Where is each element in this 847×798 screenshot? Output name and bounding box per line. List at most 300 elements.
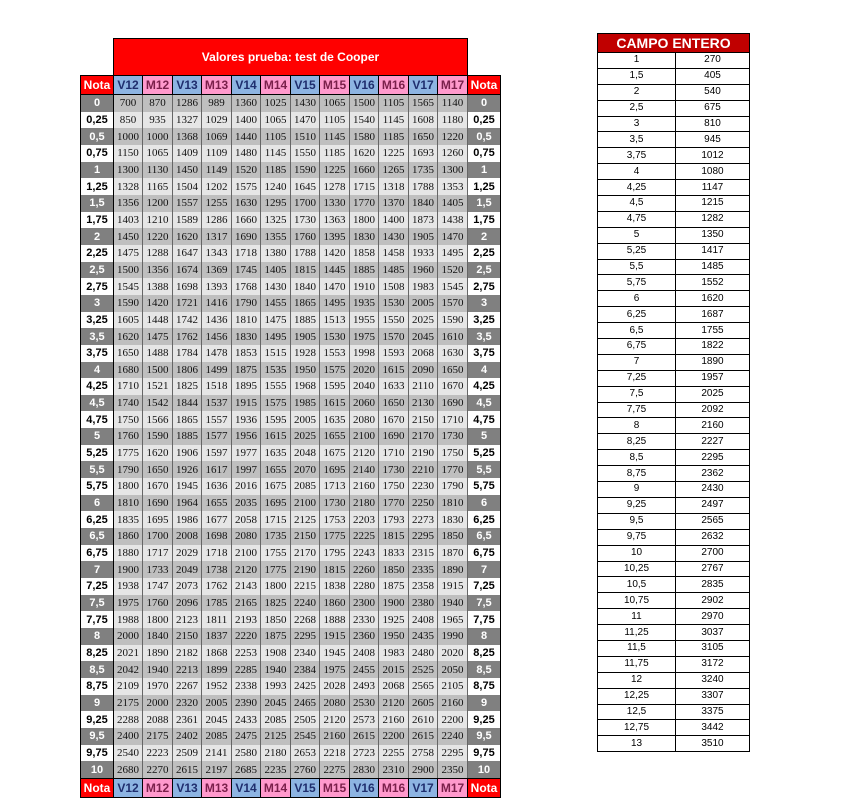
value-cell: 2005 [291, 411, 320, 428]
value-cell: 1690 [379, 428, 409, 445]
distance-cell: 2092 [676, 402, 750, 418]
value-cell: 1975 [320, 661, 350, 678]
distance-cell: 2430 [676, 482, 750, 498]
value-cell: 2070 [291, 461, 320, 478]
value-cell: 2130 [409, 395, 438, 412]
grade-cell: 9,5 [598, 513, 676, 529]
distance-cell: 3172 [676, 656, 750, 672]
value-cell: 2360 [350, 628, 379, 645]
value-cell: 1595 [320, 378, 350, 395]
value-cell: 1990 [438, 628, 468, 645]
grade-cell: 2,5 [81, 262, 114, 279]
value-cell: 1840 [409, 195, 438, 212]
value-cell: 2250 [409, 495, 438, 512]
value-cell: 2110 [409, 378, 438, 395]
grade-cell: 8,25 [598, 434, 676, 450]
value-cell: 1265 [379, 162, 409, 179]
table-row [598, 720, 750, 736]
value-cell: 1945 [320, 645, 350, 662]
value-cell: 1905 [291, 328, 320, 345]
grade-cell: 8 [81, 628, 114, 645]
value-cell: 1873 [409, 212, 438, 229]
value-cell: 2125 [261, 728, 291, 745]
value-cell: 2230 [409, 478, 438, 495]
value-cell: 1655 [261, 461, 291, 478]
value-cell: 1580 [350, 128, 379, 145]
value-cell: 2455 [350, 661, 379, 678]
table-row [598, 688, 750, 704]
grade-cell: 2,5 [468, 262, 501, 279]
value-cell: 1713 [320, 478, 350, 495]
distance-cell: 1890 [676, 354, 750, 370]
value-cell: 1513 [320, 312, 350, 329]
value-cell: 2225 [350, 528, 379, 545]
value-cell: 1416 [202, 295, 232, 312]
value-cell: 1185 [320, 145, 350, 162]
grade-cell: 7,75 [468, 611, 501, 628]
value-cell: 1915 [232, 395, 261, 412]
distance-cell: 2970 [676, 609, 750, 625]
value-cell: 2285 [232, 661, 261, 678]
value-cell: 1330 [320, 195, 350, 212]
column-header-m14: M14 [261, 778, 291, 797]
value-cell: 1575 [261, 395, 291, 412]
value-cell: 1620 [114, 328, 143, 345]
value-cell: 2330 [350, 611, 379, 628]
grade-cell: 3,25 [81, 312, 114, 329]
value-cell: 2243 [350, 545, 379, 562]
grade-cell: 2,25 [468, 245, 501, 262]
grade-cell: 4 [598, 164, 676, 180]
table-row [81, 761, 501, 778]
table-row [81, 711, 501, 728]
value-cell: 1810 [438, 495, 468, 512]
value-cell: 1647 [173, 245, 202, 262]
value-cell: 1286 [202, 212, 232, 229]
table-row [598, 100, 750, 116]
value-cell: 1906 [173, 445, 202, 462]
value-cell: 1545 [438, 278, 468, 295]
value-cell: 2073 [173, 578, 202, 595]
grade-cell: 1,5 [598, 68, 676, 84]
value-cell: 1318 [379, 178, 409, 195]
table-row [81, 695, 501, 712]
value-cell: 1670 [379, 411, 409, 428]
value-cell: 1025 [261, 95, 291, 112]
value-cell: 1540 [350, 112, 379, 129]
value-cell: 1768 [232, 278, 261, 295]
table-row [81, 445, 501, 462]
value-cell: 1180 [438, 112, 468, 129]
grade-cell: 8,75 [468, 678, 501, 695]
value-cell: 1202 [202, 178, 232, 195]
value-cell: 1495 [320, 295, 350, 312]
grade-cell: 6,25 [81, 511, 114, 528]
distance-cell: 1485 [676, 259, 750, 275]
grade-cell: 3 [598, 116, 676, 132]
value-cell: 2480 [409, 645, 438, 662]
value-cell: 2240 [438, 728, 468, 745]
table-row [598, 370, 750, 386]
value-cell: 1403 [114, 212, 143, 229]
distance-cell: 1552 [676, 275, 750, 291]
value-cell: 1369 [202, 262, 232, 279]
value-cell: 1605 [114, 312, 143, 329]
cooper-table-title: Valores prueba: test de Cooper [114, 39, 468, 76]
value-cell: 1440 [232, 128, 261, 145]
value-cell: 1488 [143, 345, 173, 362]
column-header-m13: M13 [202, 778, 232, 797]
grade-cell: 4,25 [598, 180, 676, 196]
value-cell: 1730 [438, 428, 468, 445]
distance-cell: 2295 [676, 450, 750, 466]
grade-cell: 1,5 [468, 195, 501, 212]
value-cell: 1553 [320, 345, 350, 362]
value-cell: 1065 [143, 145, 173, 162]
value-cell: 1865 [173, 411, 202, 428]
campo-entero-title: CAMPO ENTERO [598, 34, 750, 53]
grade-cell: 0,75 [81, 145, 114, 162]
value-cell: 1815 [320, 561, 350, 578]
grade-cell: 1,25 [81, 178, 114, 195]
value-cell: 1500 [114, 262, 143, 279]
value-cell: 2193 [232, 611, 261, 628]
value-cell: 1690 [143, 495, 173, 512]
value-cell: 2150 [291, 528, 320, 545]
table-row [598, 561, 750, 577]
value-cell: 1915 [320, 628, 350, 645]
grade-cell: 1,5 [81, 195, 114, 212]
value-cell: 1445 [320, 262, 350, 279]
value-cell: 2218 [320, 745, 350, 762]
value-cell: 1860 [114, 528, 143, 545]
value-cell: 1733 [143, 561, 173, 578]
value-cell: 1680 [114, 362, 143, 379]
grade-cell: 9 [81, 695, 114, 712]
column-header-v15: V15 [291, 778, 320, 797]
value-cell: 1393 [202, 278, 232, 295]
value-cell: 1510 [291, 128, 320, 145]
value-cell: 1220 [143, 228, 173, 245]
grade-cell: 8,5 [598, 450, 676, 466]
value-cell: 1698 [202, 528, 232, 545]
distance-cell: 3240 [676, 672, 750, 688]
value-cell: 1430 [291, 95, 320, 112]
value-cell: 2068 [379, 678, 409, 695]
value-cell: 1690 [438, 395, 468, 412]
value-cell: 2197 [202, 761, 232, 778]
grade-cell: 12,25 [598, 688, 676, 704]
table-row [81, 395, 501, 412]
value-cell: 2020 [350, 362, 379, 379]
value-cell: 2545 [291, 728, 320, 745]
value-cell: 2565 [409, 678, 438, 695]
grade-cell: 5,5 [468, 461, 501, 478]
value-cell: 1650 [143, 461, 173, 478]
value-cell: 2235 [261, 761, 291, 778]
grade-cell: 3,5 [598, 132, 676, 148]
grade-cell: 8,5 [468, 661, 501, 678]
value-cell: 1288 [143, 245, 173, 262]
grade-cell: 10,25 [598, 561, 676, 577]
value-cell: 1815 [379, 528, 409, 545]
value-cell: 2475 [232, 728, 261, 745]
table-row [598, 625, 750, 641]
table-row [81, 528, 501, 545]
grade-cell: 10,5 [598, 577, 676, 593]
grade-cell: 10,75 [598, 593, 676, 609]
value-cell: 1952 [202, 678, 232, 695]
value-cell: 2120 [379, 695, 409, 712]
value-cell: 1693 [409, 145, 438, 162]
value-cell: 1983 [379, 645, 409, 662]
value-cell: 1278 [320, 178, 350, 195]
value-cell: 2050 [438, 661, 468, 678]
column-header-v17: V17 [409, 778, 438, 797]
value-cell: 1430 [261, 278, 291, 295]
value-cell: 2758 [409, 745, 438, 762]
value-cell: 1830 [232, 328, 261, 345]
table-row [81, 428, 501, 445]
value-cell: 1762 [202, 578, 232, 595]
distance-cell: 1282 [676, 211, 750, 227]
value-cell: 2140 [350, 461, 379, 478]
value-cell: 2615 [173, 761, 202, 778]
table-row [598, 736, 750, 752]
value-cell: 1475 [114, 245, 143, 262]
value-cell: 1550 [291, 145, 320, 162]
grade-cell: 0 [81, 95, 114, 112]
grade-cell: 2,75 [81, 278, 114, 295]
value-cell: 1760 [143, 595, 173, 612]
value-cell: 1557 [173, 195, 202, 212]
grade-cell: 4,5 [468, 395, 501, 412]
grade-cell: 7,5 [468, 595, 501, 612]
value-cell: 1885 [173, 428, 202, 445]
value-cell: 2900 [409, 761, 438, 778]
grade-cell: 13 [598, 736, 676, 752]
grade-cell: 2 [468, 228, 501, 245]
grade-cell: 5,75 [468, 478, 501, 495]
table-row [598, 84, 750, 100]
value-cell: 2160 [438, 695, 468, 712]
grade-cell: 10 [598, 545, 676, 561]
value-cell: 1890 [143, 645, 173, 662]
table-row [81, 378, 501, 395]
value-cell: 1700 [291, 195, 320, 212]
value-cell: 1515 [261, 345, 291, 362]
grade-cell: 11,75 [598, 656, 676, 672]
grade-cell: 6,75 [468, 545, 501, 562]
cooper-test-table [80, 38, 501, 798]
value-cell: 2465 [291, 695, 320, 712]
distance-cell: 405 [676, 68, 750, 84]
distance-cell: 945 [676, 132, 750, 148]
table-row [598, 609, 750, 625]
value-cell: 1570 [438, 295, 468, 312]
table-row [81, 628, 501, 645]
grade-cell: 7,75 [81, 611, 114, 628]
value-cell: 1770 [379, 495, 409, 512]
grade-cell: 2,5 [598, 100, 676, 116]
value-cell: 2723 [350, 745, 379, 762]
value-cell: 1717 [143, 545, 173, 562]
distance-cell: 2835 [676, 577, 750, 593]
value-cell: 1105 [379, 95, 409, 112]
value-cell: 1850 [379, 561, 409, 578]
value-cell: 1742 [173, 312, 202, 329]
distance-cell: 1687 [676, 307, 750, 323]
value-cell: 1730 [379, 461, 409, 478]
value-cell: 1985 [291, 395, 320, 412]
value-cell: 1470 [438, 228, 468, 245]
value-cell: 1806 [173, 362, 202, 379]
table-row [81, 328, 501, 345]
value-cell: 2143 [232, 578, 261, 595]
column-header-m15: M15 [320, 76, 350, 95]
distance-cell: 3510 [676, 736, 750, 752]
value-cell: 2109 [114, 678, 143, 695]
value-cell: 1928 [291, 345, 320, 362]
table-row [598, 307, 750, 323]
grade-cell: 4,25 [468, 378, 501, 395]
grade-cell: 3 [81, 295, 114, 312]
value-cell: 2203 [350, 511, 379, 528]
value-cell: 2190 [409, 445, 438, 462]
value-cell: 1933 [409, 245, 438, 262]
column-header-m15: M15 [320, 778, 350, 797]
value-cell: 1800 [143, 611, 173, 628]
table-row [81, 728, 501, 745]
value-cell: 1956 [232, 428, 261, 445]
value-cell: 1185 [261, 162, 291, 179]
grade-cell: 10 [81, 761, 114, 778]
value-cell: 1840 [291, 278, 320, 295]
value-cell: 1145 [261, 145, 291, 162]
value-cell: 1675 [261, 478, 291, 495]
grade-cell: 3,5 [81, 328, 114, 345]
distance-cell: 1012 [676, 148, 750, 164]
distance-cell: 2227 [676, 434, 750, 450]
table-row [81, 545, 501, 562]
distance-cell: 2767 [676, 561, 750, 577]
value-cell: 2100 [232, 545, 261, 562]
value-cell: 935 [143, 112, 173, 129]
grade-cell: 5,75 [81, 478, 114, 495]
column-header-nota: Nota [468, 76, 501, 95]
value-cell: 2040 [350, 378, 379, 395]
distance-cell: 3375 [676, 704, 750, 720]
grade-cell: 8 [598, 418, 676, 434]
value-cell: 1850 [438, 528, 468, 545]
value-cell: 1458 [379, 245, 409, 262]
value-cell: 2085 [261, 711, 291, 728]
table-row [598, 53, 750, 69]
table-row [81, 195, 501, 212]
value-cell: 1811 [202, 611, 232, 628]
value-cell: 1750 [379, 478, 409, 495]
table-row [81, 112, 501, 129]
grade-cell: 8 [468, 628, 501, 645]
value-cell: 1865 [291, 295, 320, 312]
value-cell: 2120 [350, 445, 379, 462]
value-cell: 2160 [320, 728, 350, 745]
table-row [598, 354, 750, 370]
distance-cell: 1620 [676, 291, 750, 307]
column-header-v16: V16 [350, 76, 379, 95]
value-cell: 2273 [409, 511, 438, 528]
grade-cell: 7 [81, 561, 114, 578]
table-row [598, 323, 750, 339]
value-cell: 1926 [173, 461, 202, 478]
grade-cell: 3 [468, 295, 501, 312]
value-cell: 1343 [202, 245, 232, 262]
table-row [598, 180, 750, 196]
value-cell: 1753 [320, 511, 350, 528]
value-cell: 1895 [232, 378, 261, 395]
value-cell: 1875 [232, 362, 261, 379]
value-cell: 1495 [261, 328, 291, 345]
grade-cell: 9,5 [81, 728, 114, 745]
value-cell: 1698 [173, 278, 202, 295]
value-cell: 2123 [173, 611, 202, 628]
value-cell: 1650 [438, 362, 468, 379]
distance-cell: 2565 [676, 513, 750, 529]
value-cell: 1675 [320, 445, 350, 462]
table-row [81, 511, 501, 528]
grade-cell: 7,75 [598, 402, 676, 418]
table-row [598, 513, 750, 529]
grade-cell: 4,75 [468, 411, 501, 428]
value-cell: 1784 [173, 345, 202, 362]
value-cell: 2213 [173, 661, 202, 678]
value-cell: 2008 [173, 528, 202, 545]
distance-cell: 675 [676, 100, 750, 116]
table-row [598, 132, 750, 148]
value-cell: 1721 [173, 295, 202, 312]
grade-cell: 3,75 [468, 345, 501, 362]
value-cell: 1935 [350, 295, 379, 312]
value-cell: 2380 [409, 595, 438, 612]
value-cell: 1790 [438, 478, 468, 495]
grade-cell: 1,75 [81, 212, 114, 229]
value-cell: 1255 [202, 195, 232, 212]
value-cell: 1868 [202, 645, 232, 662]
value-cell: 1760 [114, 428, 143, 445]
table-row [81, 228, 501, 245]
table-row [81, 411, 501, 428]
value-cell: 1800 [350, 212, 379, 229]
value-cell: 1610 [438, 328, 468, 345]
distance-cell: 3105 [676, 640, 750, 656]
grade-cell: 6 [468, 495, 501, 512]
value-cell: 2150 [409, 411, 438, 428]
distance-cell: 1147 [676, 180, 750, 196]
value-cell: 2080 [350, 411, 379, 428]
value-cell: 2505 [291, 711, 320, 728]
table-row [81, 745, 501, 762]
value-cell: 2085 [202, 728, 232, 745]
value-cell: 1260 [438, 145, 468, 162]
value-cell: 1220 [438, 128, 468, 145]
value-cell: 2760 [291, 761, 320, 778]
value-cell: 1475 [143, 328, 173, 345]
value-cell: 2060 [350, 395, 379, 412]
value-cell: 2288 [114, 711, 143, 728]
value-cell: 1575 [320, 362, 350, 379]
value-cell: 1593 [379, 345, 409, 362]
value-cell: 1775 [261, 561, 291, 578]
